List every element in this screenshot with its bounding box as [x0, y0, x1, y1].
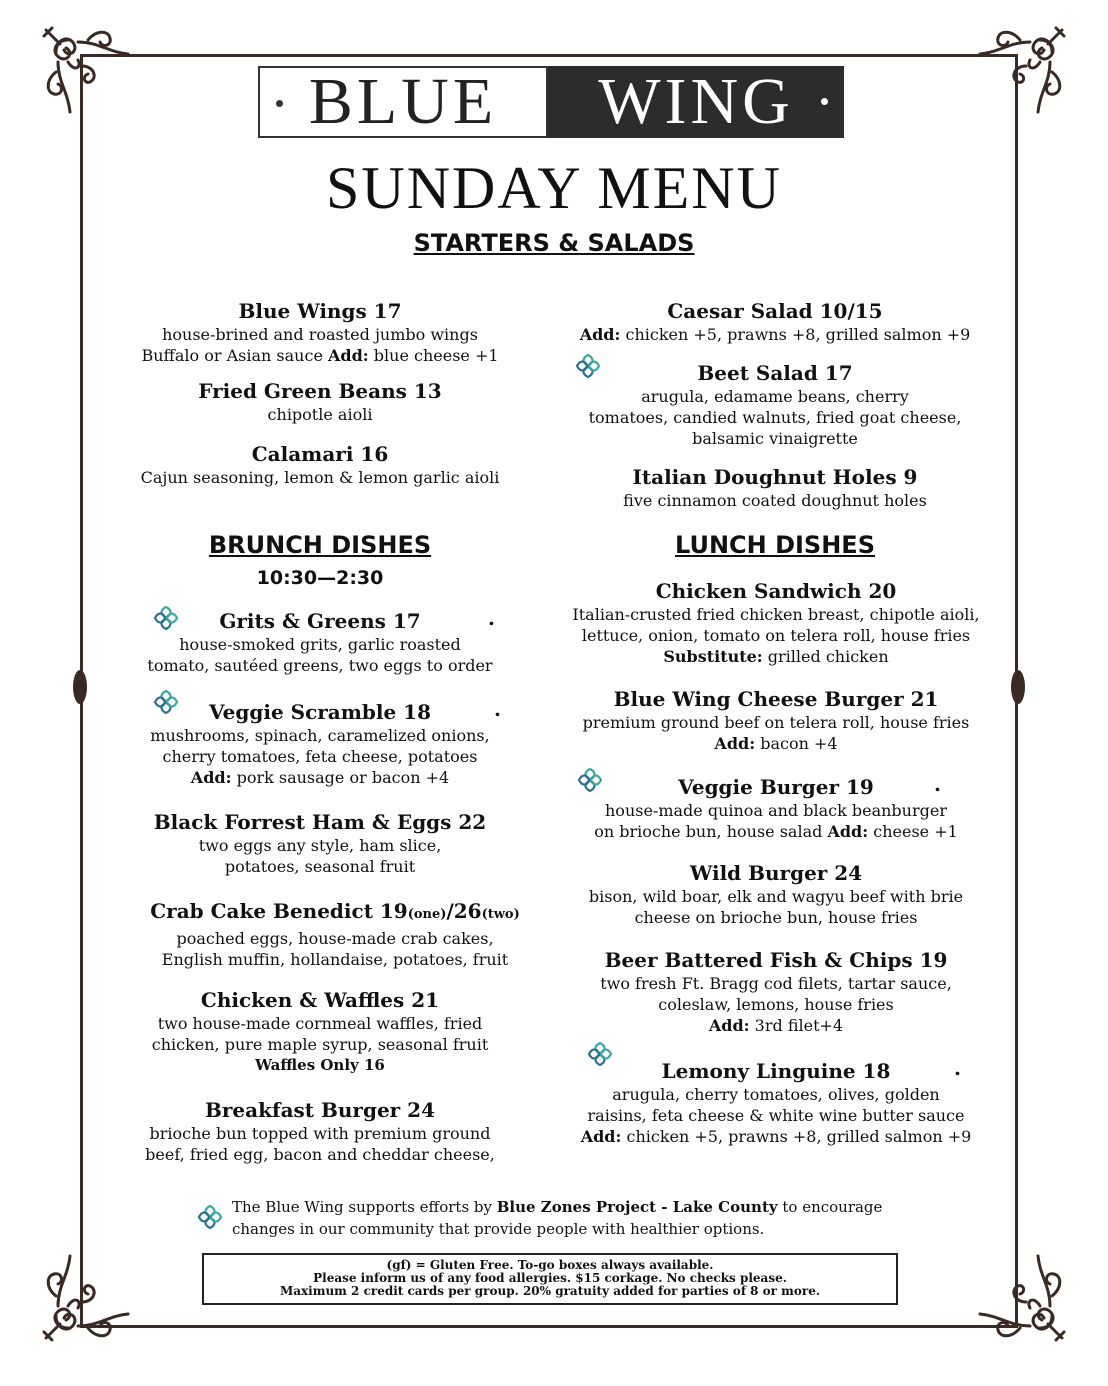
scroll-ornament-icon [38, 22, 158, 142]
scroll-ornament-icon [950, 1226, 1070, 1346]
logo-dot-icon [821, 98, 828, 105]
item-desc: tomato, sautéed greens, two eggs to order [147, 656, 493, 675]
policy-notice-box [202, 1253, 898, 1305]
item-name: Fried Green Beans 13 [198, 379, 442, 403]
item-desc: brioche bun topped with premium ground [149, 1124, 491, 1143]
logo-right-text: WING [598, 65, 794, 138]
scroll-ornament-icon [950, 22, 1070, 142]
menu-item-caesar-salad [560, 298, 990, 345]
item-portion-label: (two) [481, 907, 520, 922]
menu-item-lemony-linguine [552, 1058, 1000, 1147]
item-name: Italian Doughnut Holes 9 [632, 465, 918, 489]
item-extra-text: Buffalo or Asian sauce [141, 346, 328, 365]
footer-text: The Blue Wing supports efforts by [232, 1198, 497, 1216]
item-extra [552, 733, 1000, 754]
item-extra-text: grilled chicken [762, 647, 889, 666]
menu-item-fish-chips [552, 947, 1000, 1036]
item-desc: beef, fried egg, bacon and cheddar cheese, [145, 1145, 495, 1164]
item-extra [110, 767, 530, 788]
item-desc: cherry tomatoes, feta cheese, potatoes [162, 747, 478, 766]
item-name: Blue Wings 17 [238, 299, 402, 323]
item-desc: mushrooms, spinach, caramelized onions, [150, 726, 490, 745]
item-name: Breakfast Burger 24 [204, 1098, 436, 1122]
item-name: Wild Burger 24 [689, 861, 863, 885]
notice-line: Maximum 2 credit cards per group. 20% gratuity added for parties of 8 or more. [279, 1284, 821, 1298]
item-name [110, 898, 560, 928]
menu-item-fried-green-beans [110, 378, 530, 425]
heading-lunch: LUNCH DISHES [675, 531, 875, 559]
item-name-part: /26 [446, 899, 482, 923]
item-add-label: Add: [579, 325, 621, 344]
item-desc: two fresh Ft. Bragg cod filets, tartar sauce, [600, 974, 952, 993]
item-name: Veggie Burger 19 [678, 775, 874, 799]
heading-brunch: BRUNCH DISHES [208, 531, 432, 559]
footer-org-name: Blue Zones Project - Lake County [496, 1198, 778, 1216]
item-name: Beer Battered Fish & Chips 19 [604, 948, 948, 972]
item-desc: Cajun seasoning, lemon & lemon garlic aioli [140, 468, 500, 487]
item-name: Blue Wing Cheese Burger 21 [613, 687, 939, 711]
menu-item-cheese-burger [552, 686, 1000, 754]
item-desc: balsamic vinaigrette [692, 429, 858, 448]
item-desc: lettuce, onion, tomato on telera roll, house fries [581, 626, 971, 645]
item-extra [552, 646, 1000, 667]
item-add-label: Add: [580, 1127, 622, 1146]
menu-item-veggie-scramble [110, 699, 530, 788]
item-add-label: Add: [328, 346, 369, 365]
item-extra [552, 1126, 1000, 1147]
menu-item-veggie-burger [552, 774, 1000, 842]
item-bold-note: Waffles Only 16 [255, 1056, 385, 1074]
item-desc: potatoes, seasonal fruit [224, 857, 416, 876]
menu-item-italian-doughnut-holes [560, 464, 990, 511]
item-desc: house-brined and roasted jumbo wings [162, 325, 478, 344]
item-extra-text: chicken +5, prawns +8, grilled salmon +9 [621, 1127, 972, 1146]
logo-blue [258, 66, 548, 138]
item-name: Veggie Scramble 18 [208, 700, 432, 724]
item-desc: five cinnamon coated doughnut holes [623, 491, 927, 510]
blue-wing-logo [258, 66, 844, 138]
item-extra-text: cheese +1 [868, 822, 958, 841]
item-marker: . [934, 772, 941, 796]
item-portion-label: (one) [407, 907, 447, 922]
item-desc: coleslaw, lemons, house fries [658, 995, 894, 1014]
item-desc: house-made quinoa and black beanburger [605, 801, 947, 820]
scroll-ornament-icon [38, 1226, 158, 1346]
item-desc: arugula, cherry tomatoes, olives, golden [612, 1085, 940, 1104]
item-name: Lemony Linguine 18 [661, 1059, 891, 1083]
item-extra [110, 345, 530, 366]
frame-notch-right [1011, 670, 1025, 704]
menu-item-crab-cake-benedict [110, 898, 560, 970]
item-extra-text: bacon +4 [755, 734, 838, 753]
notice-line: (gf) = Gluten Free. To-go boxes always available. [386, 1258, 714, 1272]
brunch-hours: 10:30—2:30 [256, 567, 384, 589]
item-add-label: Add: [708, 1016, 750, 1035]
item-desc: premium ground beef on telera roll, house fries [582, 713, 970, 732]
item-name: Calamari 16 [251, 442, 389, 466]
item-desc: two eggs any style, ham slice, [198, 836, 442, 855]
item-desc: bison, wild boar, elk and wagyu beef with brie [588, 887, 964, 906]
menu-item-chicken-sandwich [552, 578, 1000, 667]
item-marker: . [494, 697, 501, 721]
notice-line: Please inform us of any food allergies. $15 corkage. No checks please. [313, 1271, 787, 1285]
blue-zones-note [232, 1196, 912, 1240]
item-desc: arugula, edamame beans, cherry [641, 387, 909, 406]
item-extra [552, 1015, 1000, 1036]
menu-item-beet-salad [560, 360, 990, 449]
item-desc: tomatoes, candied walnuts, fried goat cheese, [588, 408, 962, 427]
item-name: Chicken Sandwich 20 [655, 579, 897, 603]
item-name: Black Forrest Ham & Eggs 22 [153, 810, 487, 834]
menu-item-grits-greens [110, 608, 530, 676]
item-marker: . [954, 1056, 961, 1080]
item-extra [560, 324, 990, 345]
item-desc: raisins, feta cheese & white wine butter sauce [587, 1106, 965, 1125]
item-add-label: Add: [827, 822, 869, 841]
item-desc: poached eggs, house-made crab cakes, [176, 929, 494, 948]
menu-item-chicken-waffles [110, 987, 530, 1076]
blue-zones-leaf-icon [196, 1203, 224, 1231]
item-name: Beet Salad 17 [697, 361, 853, 385]
menu-item-blue-wings [110, 298, 530, 366]
item-desc: English muffin, hollandaise, potatoes, fruit [161, 950, 509, 969]
footer-text: to encourage changes in our community that provide people with healthier options. [232, 1198, 883, 1238]
item-name: Caesar Salad 10/15 [667, 299, 883, 323]
menu-item-ham-eggs [110, 809, 530, 877]
item-desc: chicken, pure maple syrup, seasonal fruit [151, 1035, 489, 1054]
item-substitute-label: Substitute: [663, 647, 763, 666]
menu-item-breakfast-burger [110, 1097, 530, 1165]
item-add-label: Add: [190, 768, 232, 787]
item-desc: two house-made cornmeal waffles, fried [157, 1014, 483, 1033]
item-name-part: Crab Cake Benedict 19 [150, 899, 408, 923]
item-extra-text: pork sausage or bacon +4 [231, 768, 450, 787]
item-marker: . [488, 606, 495, 630]
menu-item-calamari [110, 441, 530, 488]
menu-item-wild-burger [552, 860, 1000, 928]
item-desc: Italian-crusted fried chicken breast, chipotle aioli, [572, 605, 980, 624]
logo-left-text: BLUE [308, 65, 498, 138]
item-extra-text: on brioche bun, house salad [594, 822, 828, 841]
logo-wing [548, 66, 844, 138]
item-add-label: Add: [714, 734, 756, 753]
item-desc: cheese on brioche bun, house fries [634, 908, 918, 927]
logo-dot-icon [276, 100, 283, 107]
item-desc: house-smoked grits, garlic roasted [179, 635, 461, 654]
heading-starters: STARTERS & SALADS [413, 229, 695, 257]
menu-title: SUNDAY MENU [326, 155, 782, 221]
frame-notch-left [73, 670, 87, 704]
item-extra-text: blue cheese +1 [368, 346, 499, 365]
item-name: Chicken & Waffles 21 [200, 988, 440, 1012]
item-extra-text: 3rd filet+4 [749, 1016, 844, 1035]
item-name: Grits & Greens 17 [219, 609, 421, 633]
item-extra-text: chicken +5, prawns +8, grilled salmon +9 [620, 325, 971, 344]
item-extra [552, 821, 1000, 842]
item-desc: chipotle aioli [267, 405, 373, 424]
